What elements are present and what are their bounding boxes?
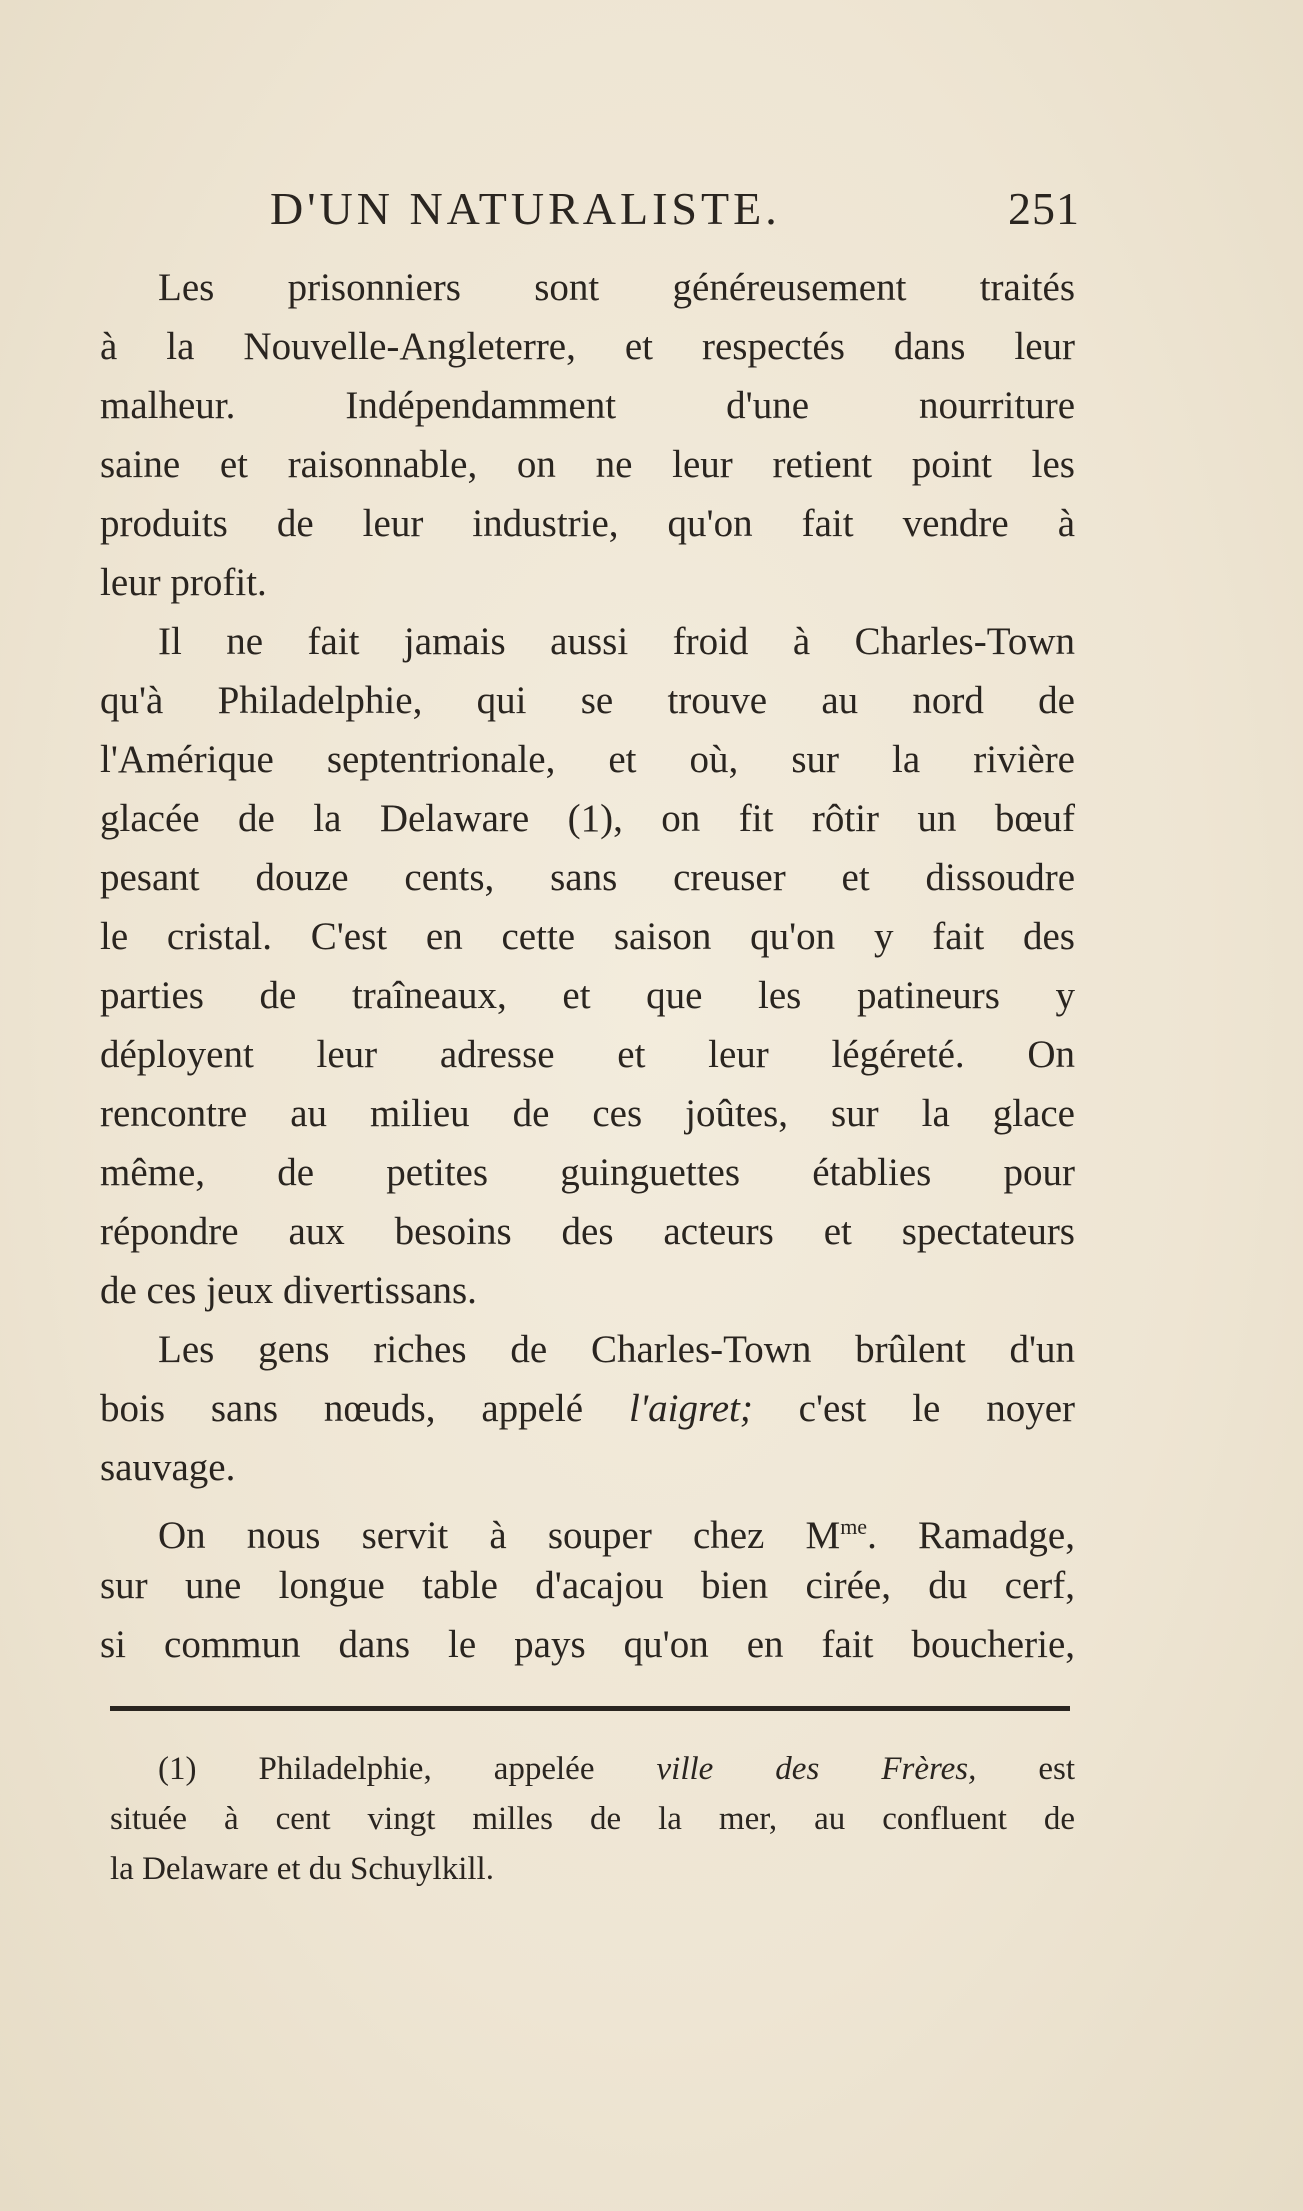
text-segment: (1) Philadelphie, appelée	[158, 1751, 657, 1787]
text-line: Il ne fait jamais aussi froid à Charles-Town	[158, 620, 1075, 663]
text-line: glacée de la Delaware (1), on fit rôtir un bœuf	[100, 797, 1075, 840]
running-header	[270, 182, 1080, 242]
text-line: le cristal. C'est en cette saison qu'on y fait des	[100, 915, 1075, 958]
text-line: pesant douze cents, sans creuser et dissoudre	[100, 856, 1075, 899]
text-line: répondre aux besoins des acteurs et spectateurs	[100, 1210, 1075, 1253]
paragraph-aigret	[100, 1320, 1075, 1497]
text-segment: c'est le noyer	[752, 1387, 1075, 1430]
text-line: parties de traîneaux, et que les patineurs y	[100, 974, 1075, 1017]
text-line: produits de leur industrie, qu'on fait vendre à	[100, 502, 1075, 545]
page-number: 251	[1008, 183, 1080, 234]
text-line: si commun dans le pays qu'on en fait boucherie,	[100, 1623, 1075, 1666]
superscript: me	[840, 1514, 868, 1539]
text-segment: . Ramadge,	[867, 1514, 1075, 1557]
footnote-line	[110, 1744, 1075, 1794]
text-line: qu'à Philadelphie, qui se trouve au nord de	[100, 679, 1075, 722]
text-line: de ces jeux divertissans.	[100, 1269, 477, 1312]
footnote	[110, 1744, 1075, 1894]
text-line: Les gens riches de Charles-Town brûlent d'un	[158, 1328, 1075, 1371]
text-line: rencontre au milieu de ces joûtes, sur la glace	[100, 1092, 1075, 1135]
text-line: à la Nouvelle-Angleterre, et respectés dans leur	[100, 325, 1075, 368]
paragraph-supper	[100, 1497, 1075, 1674]
text-line: saine et raisonnable, on ne leur retient point les	[100, 443, 1075, 486]
italic-term: ville des Frères,	[656, 1751, 977, 1787]
text-line	[100, 1379, 1075, 1438]
text-segment: On nous servit à souper chez M	[158, 1514, 841, 1557]
footnote-line: la Delaware et du Schuylkill.	[110, 1851, 494, 1887]
main-text	[100, 258, 1075, 1674]
text-line: malheur. Indépendamment d'une nourriture	[100, 384, 1075, 427]
text-line: même, de petites guinguettes établies pour	[100, 1151, 1075, 1194]
text-line: l'Amérique septentrionale, et où, sur la rivière	[100, 738, 1075, 781]
footnote-rule	[110, 1706, 1070, 1711]
text-line: Les prisonniers sont généreusement traités	[158, 266, 1075, 309]
running-title: D'UN NATURALISTE.	[270, 183, 781, 234]
italic-term: l'aigret;	[628, 1387, 753, 1430]
text-line	[100, 1497, 1075, 1556]
footnote-line: située à cent vingt milles de la mer, au confluent de	[110, 1801, 1075, 1837]
text-segment: bois sans nœuds, appelé	[100, 1387, 629, 1430]
text-line: leur profit.	[100, 561, 267, 604]
text-segment: est	[976, 1751, 1075, 1787]
text-line: déployent leur adresse et leur légéreté. On	[100, 1033, 1075, 1076]
paragraph-prisoners	[100, 258, 1075, 612]
text-line: sur une longue table d'acajou bien cirée, du cerf,	[100, 1564, 1075, 1607]
paragraph-charles-town-cold	[100, 612, 1075, 1320]
text-line: sauvage.	[100, 1446, 236, 1489]
